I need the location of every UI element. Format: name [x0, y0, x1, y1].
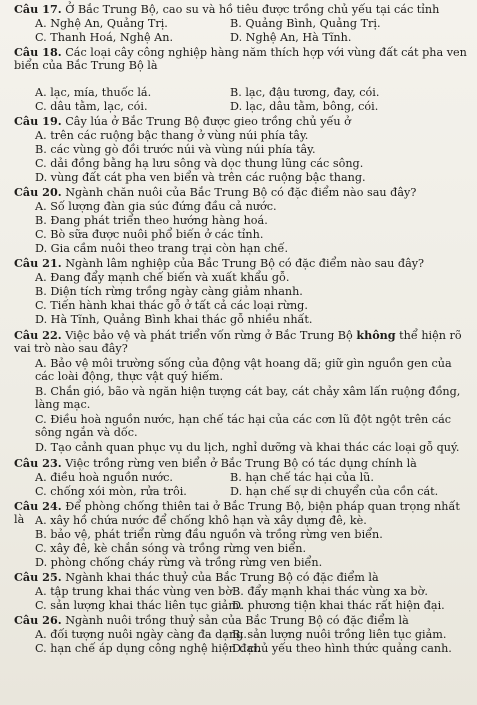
question-stem: Các loại cây công nghiệp hàng năm thích hợp với vùng đất cát pha ven biển của Bắc Trung Bộ là: [14, 46, 467, 72]
option-d[interactable]: D. lạc, dâu tằm, bông, cói.: [230, 100, 379, 113]
question-stem: Để phòng chống thiên tai ở Bắc Trung Bộ, biện pháp quan trọng nhất là: [14, 500, 460, 526]
question-22: [14, 329, 469, 355]
option-b[interactable]: B. Diện tích rừng trồng ngày càng giảm nhanh.: [35, 285, 303, 298]
option-b[interactable]: B. bảo vệ, phát triển rừng đầu nguồn và trồng rừng ven biển.: [35, 528, 383, 541]
question-stem: Ở Bắc Trung Bộ, cao su và hồ tiêu được trồng chủ yếu tại các tỉnh: [65, 3, 440, 16]
option-b[interactable]: B. hạn chế tác hại của lũ.: [230, 471, 374, 484]
option-a[interactable]: A. đối tượng nuôi ngày càng đa dạng.: [35, 628, 247, 641]
question-stem: Ngành chăn nuôi của Bắc Trung Bộ có đặc điểm nào sau đây?: [65, 186, 417, 199]
question-number: Câu 22.: [14, 328, 62, 342]
option-a[interactable]: A. điều hoà nguồn nước.: [35, 471, 173, 484]
option-a[interactable]: A. lạc, mía, thuốc lá.: [35, 86, 152, 99]
question-number: Câu 25.: [14, 570, 62, 584]
option-a[interactable]: A. tập trung khai thác vùng ven bờ.: [35, 585, 236, 598]
question-21: [14, 257, 469, 270]
option-d[interactable]: D. chủ yếu theo hình thức quảng canh.: [232, 642, 452, 655]
option-b[interactable]: B. Đang phát triển theo hướng hàng hoá.: [35, 214, 268, 227]
question-number: Câu 23.: [14, 456, 62, 470]
option-a[interactable]: A. Bảo vệ môi trường sống của động vật hoang dã; giữ gìn nguồn gen của các loài động, thực vật quý hiếm.: [35, 357, 452, 383]
option-a[interactable]: A. Đang đẩy mạnh chế biến và xuất khẩu gỗ.: [35, 271, 290, 284]
option-a[interactable]: A. xây hồ chứa nước để chống khô hạn và xây dựng đê, kè.: [35, 514, 367, 527]
option-a[interactable]: A. Nghệ An, Quảng Trị.: [35, 17, 168, 30]
option-c[interactable]: C. xây đê, kè chắn sóng và trồng rừng ven biển.: [35, 542, 307, 555]
option-a[interactable]: A. Số lượng đàn gia súc đứng đầu cả nước.: [35, 200, 277, 213]
question-18: [14, 46, 469, 72]
question-number: Câu 24.: [14, 499, 62, 513]
option-d[interactable]: D. Gia cầm nuôi theo trang trại còn hạn chế.: [35, 242, 288, 255]
question-19: [14, 115, 469, 128]
option-b[interactable]: B. Chắn gió, bão và ngăn hiện tượng cát bay, cát chảy xâm lấn ruộng đồng, làng mạc.: [35, 385, 461, 411]
question-stem: Việc trồng rừng ven biển ở Bắc Trung Bộ có tác dụng chính là: [65, 457, 417, 470]
option-d[interactable]: D. Tạo cảnh quan phục vụ du lịch, nghỉ dưỡng và khai thác các loại gỗ quý.: [35, 441, 460, 454]
question-stem: Ngành khai thác thuỷ của Bắc Trung Bộ có đặc điểm là: [65, 571, 379, 584]
question-26: [14, 614, 469, 627]
option-d[interactable]: D. phương tiện khai thác rất hiện đại.: [232, 599, 445, 612]
option-c[interactable]: C. hạn chế áp dụng công nghệ hiện đại.: [35, 642, 261, 655]
question-number: Câu 21.: [14, 256, 62, 270]
option-c[interactable]: C. Bò sữa được nuôi phổ biến ở các tỉnh.: [35, 228, 264, 241]
question-stem: Cây lúa ở Bắc Trung Bộ được gieo trồng chủ yếu ở: [65, 115, 351, 128]
option-c[interactable]: C. dâu tằm, lạc, cói.: [35, 100, 148, 113]
option-c[interactable]: C. sản lượng khai thác liên tục giảm.: [35, 599, 243, 612]
option-d[interactable]: D. hạn chế sự di chuyển của cồn cát.: [230, 485, 439, 498]
question-stem-emphasis: không: [356, 328, 396, 342]
option-a[interactable]: A. trên các ruộng bậc thang ở vùng núi phía tây.: [35, 129, 309, 142]
question-number: Câu 20.: [14, 185, 62, 199]
option-b[interactable]: B. Quảng Bình, Quảng Trị.: [230, 17, 381, 30]
question-stem-end: thể hiện rõ vai trò nào sau đây?: [14, 329, 462, 355]
question-number: Câu 26.: [14, 613, 62, 627]
question-number: Câu 18.: [14, 45, 62, 59]
question-stem: Việc bảo vệ và phát triển vốn rừng ở Bắc Trung Bộ: [65, 329, 357, 342]
question-17: [14, 3, 469, 16]
option-d[interactable]: D. phòng chống cháy rừng và trồng rừng ven biển.: [35, 556, 323, 569]
question-number: Câu 19.: [14, 114, 62, 128]
option-c[interactable]: C. Thanh Hoá, Nghệ An.: [35, 31, 174, 44]
question-number: Câu 17.: [14, 2, 62, 16]
question-stem: Ngành lâm nghiệp của Bắc Trung Bộ có đặc điểm nào sau đây?: [65, 257, 425, 270]
option-c[interactable]: C. dải đồng bằng hạ lưu sông và dọc thung lũng các sông.: [35, 157, 364, 170]
option-b[interactable]: B. sản lượng nuôi trồng liên tục giảm.: [232, 628, 447, 641]
option-d[interactable]: D. Hà Tĩnh, Quảng Bình khai thác gỗ nhiều nhất.: [35, 313, 313, 326]
option-c[interactable]: C. Tiến hành khai thác gỗ ở tất cả các loại rừng.: [35, 299, 308, 312]
option-d[interactable]: D. vùng đất cát pha ven biển và trên các ruộng bậc thang.: [35, 171, 366, 184]
option-c[interactable]: C. Điều hoà nguồn nước, hạn chế tác hại của các cơn lũ đột ngột trên các sông ngắn và dốc.: [35, 413, 452, 439]
option-b[interactable]: B. đẩy mạnh khai thác vùng xa bờ.: [232, 585, 428, 598]
question-stem: Ngành nuôi trồng thuỷ sản của Bắc Trung Bộ có đặc điểm là: [65, 614, 409, 627]
option-d[interactable]: D. Nghệ An, Hà Tĩnh.: [230, 31, 352, 44]
option-c[interactable]: C. chống xói mòn, rửa trôi.: [35, 485, 187, 498]
option-b[interactable]: B. lạc, đậu tương, đay, cói.: [230, 86, 380, 99]
option-b[interactable]: B. các vùng gò đồi trước núi và vùng núi phía tây.: [35, 143, 316, 156]
question-20: [14, 186, 469, 199]
question-23: [14, 457, 469, 470]
question-25: [14, 571, 469, 584]
